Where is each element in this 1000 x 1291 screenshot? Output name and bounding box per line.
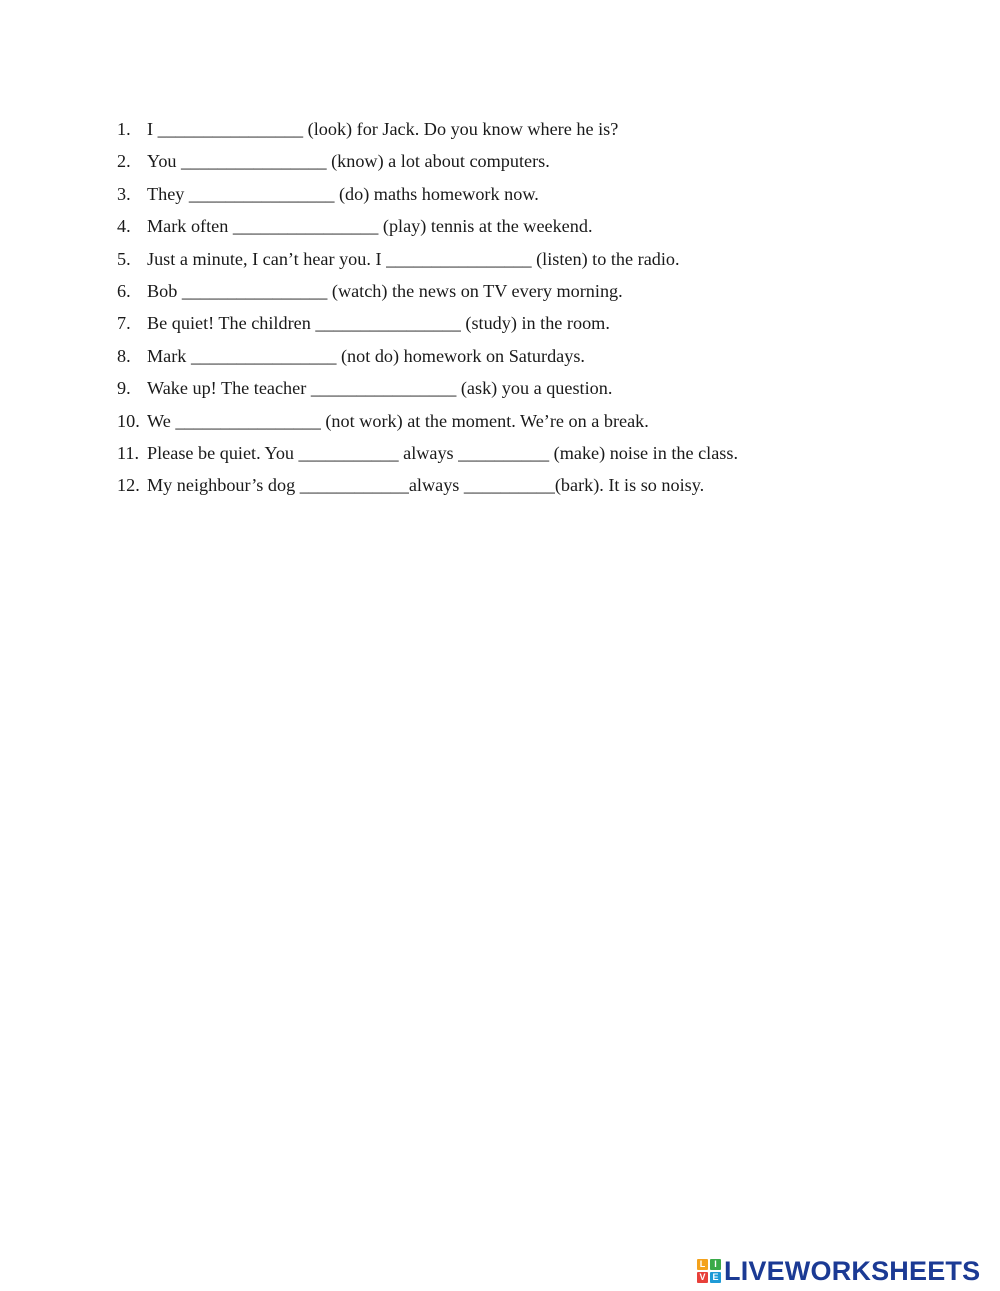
exercise-item <box>117 210 877 242</box>
exercise-item <box>117 178 877 210</box>
exercise-text: We ________________ (not work) at the moment. We’re on a break. <box>147 410 649 431</box>
exercise-text: Be quiet! The children ________________ (study) in the room. <box>147 313 610 334</box>
exercise-number: 2. <box>117 151 131 172</box>
exercise-text: Bob ________________ (watch) the news on TV every morning. <box>147 280 623 301</box>
logo-wordmark: LIVEWORKSHEETS <box>724 1256 981 1286</box>
badge-letter-e: E <box>710 1272 721 1283</box>
live-badge-icon <box>697 1259 721 1283</box>
exercise-number: 4. <box>117 216 131 237</box>
worksheet <box>117 113 877 502</box>
exercise-item <box>117 145 877 177</box>
exercise-text: Mark often ________________ (play) tennis at the weekend. <box>147 216 593 237</box>
exercise-item <box>117 340 877 372</box>
exercise-item <box>117 405 877 437</box>
exercise-number: 10. <box>117 410 140 431</box>
exercise-text: My neighbour’s dog ____________always __________(bark). It is so noisy. <box>147 475 705 496</box>
exercise-number: 12. <box>117 475 140 496</box>
exercise-text: Just a minute, I can’t hear you. I ________________ (listen) to the radio. <box>147 248 680 269</box>
exercise-text: They ________________ (do) maths homework now. <box>147 183 539 204</box>
badge-letter-l: L <box>697 1259 708 1270</box>
exercise-item <box>117 469 877 501</box>
exercise-list <box>117 113 877 502</box>
exercise-item <box>117 372 877 404</box>
exercise-text: Wake up! The teacher ________________ (ask) you a question. <box>147 378 613 399</box>
exercise-number: 1. <box>117 119 131 139</box>
exercise-text: Please be quiet. You ___________ always __________ (make) noise in the class. <box>147 442 739 463</box>
exercise-text: Mark ________________ (not do) homework on Saturdays. <box>147 345 585 366</box>
exercise-number: 5. <box>117 248 131 269</box>
exercise-item <box>117 243 877 275</box>
exercise-number: 7. <box>117 313 131 334</box>
exercise-item <box>117 113 877 145</box>
exercise-number: 11. <box>117 442 140 463</box>
exercise-number: 3. <box>117 183 131 204</box>
exercise-text: You ________________ (know) a lot about computers. <box>147 151 550 172</box>
exercise-item <box>117 437 877 469</box>
exercise-number: 6. <box>117 280 131 301</box>
badge-letter-i: I <box>710 1259 721 1270</box>
badge-letter-v: V <box>697 1272 708 1283</box>
exercise-item <box>117 307 877 339</box>
exercise-text: I ________________ (look) for Jack. Do you know where he is? <box>147 119 619 139</box>
exercise-item <box>117 275 877 307</box>
exercise-number: 9. <box>117 378 131 399</box>
liveworksheets-logo <box>697 1255 980 1287</box>
exercise-number: 8. <box>117 345 131 366</box>
